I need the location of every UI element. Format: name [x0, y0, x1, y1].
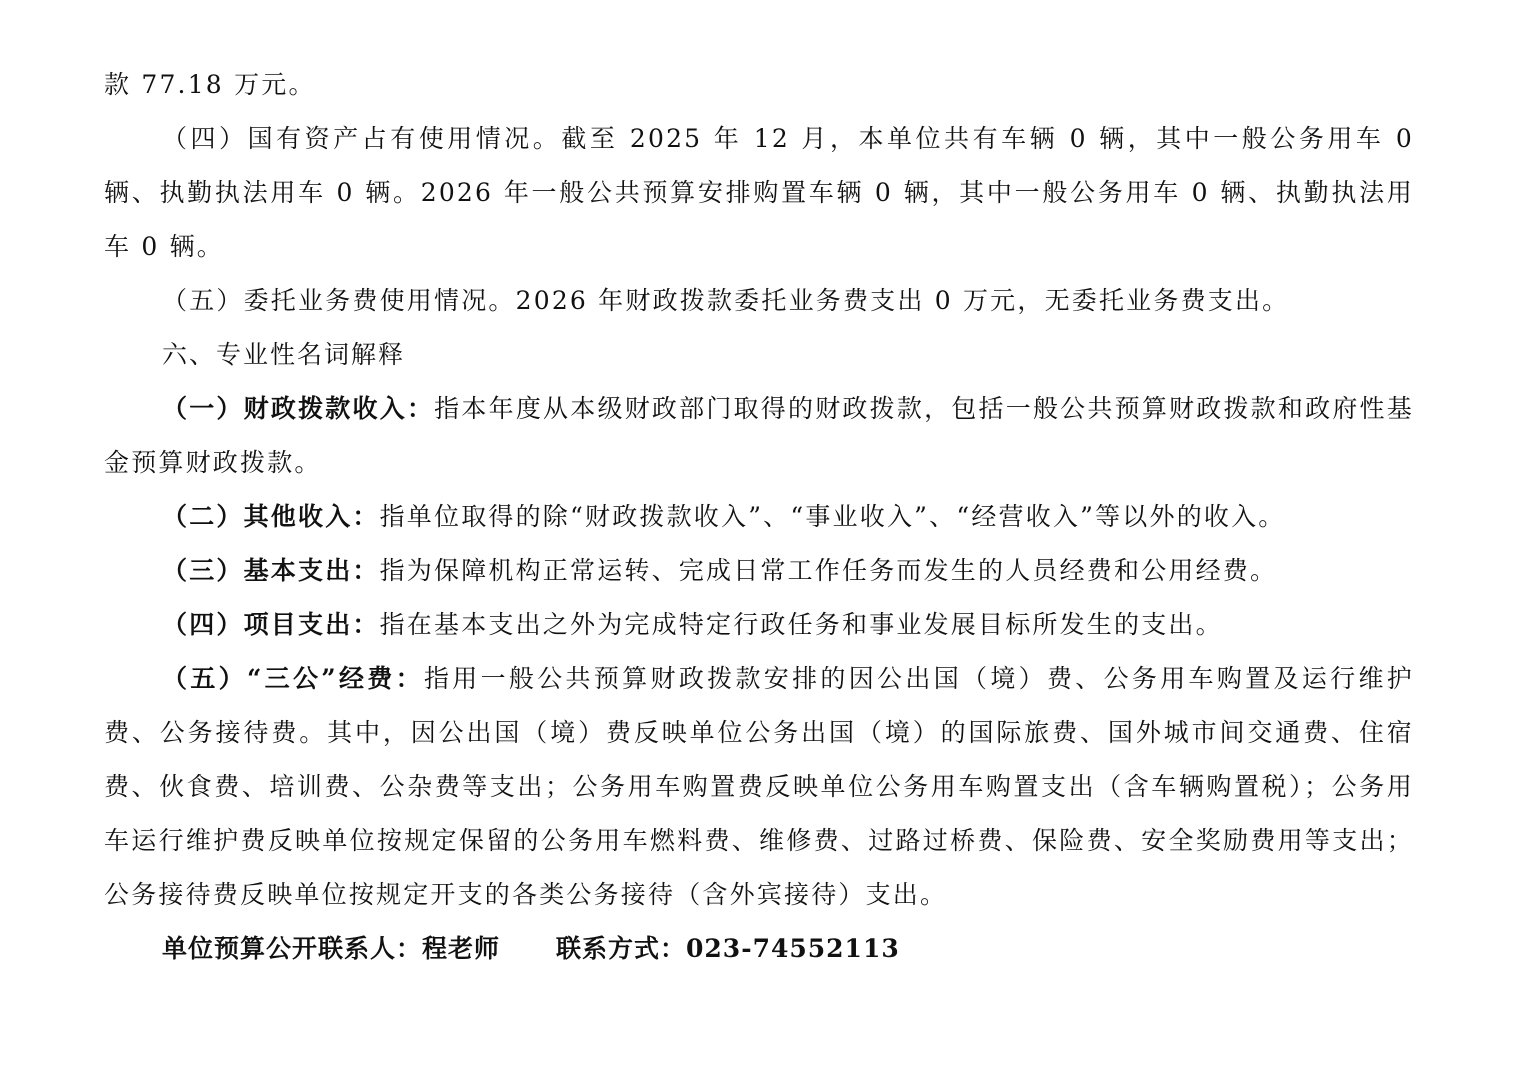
definition-text: 指单位取得的除“财政拨款收入”、“事业收入”、“经营收入”等以外的收入。 [379, 502, 1286, 531]
contact-phone: 联系方式：023-74552113 [556, 934, 900, 963]
contact-person: 单位预算公开联系人：程老师 [162, 934, 501, 963]
document-body [104, 58, 1414, 976]
definition-term: （五）“三公”经费： [162, 664, 424, 693]
definition-item [104, 598, 1414, 652]
definition-text: 指用一般公共预算财政拨款安排的因公出国（境）费、公务用车购置及运行维护费、公务接待费。其中，因公出国（境）费反映单位公务出国（境）的国际旅费、国外城市间交通费、住宿费、伙食费、培训费、公杂费等支出；公务用车购置费反映单位公务用车购置支出（含车辆购置税）；公务用车运行维护费反映单位按规定保留的公务用车燃料费、维修费、过路过桥费、保险费、安全奖励费用等支出；公务接待费反映单位按规定开支的各类公务接待（含外宾接待）支出。 [104, 664, 1414, 909]
paragraph-commissioned-fees: （五）委托业务费使用情况。2026 年财政拨款委托业务费支出 0 万元，无委托业务费支出。 [162, 286, 1290, 315]
definition-item [104, 382, 1414, 490]
contact-line [104, 922, 1414, 976]
definition-item [104, 652, 1414, 922]
paragraph-state-assets: （四）国有资产占有使用情况。截至 2025 年 12 月，本单位共有车辆 0 辆，其中一般公务用车 0 辆、执勤执法用车 0 辆。2026 年一般公共预算安排购置车辆 0 辆，其中一般公务用车 0 辆、执勤执法用车 0 辆。 [104, 124, 1414, 261]
definition-term: （二）其他收入： [162, 502, 380, 531]
definition-item [104, 490, 1414, 544]
definition-term: （一）财政拨款收入： [162, 394, 435, 423]
section-heading: 六、专业性名词解释 [162, 340, 406, 369]
definition-text: 指为保障机构正常运转、完成日常工作任务而发生的人员经费和公用经费。 [379, 556, 1278, 585]
definition-term: （四）项目支出： [162, 610, 380, 639]
definition-term: （三）基本支出： [162, 556, 380, 585]
definition-text: 指在基本支出之外为完成特定行政任务和事业发展目标所发生的支出。 [379, 610, 1223, 639]
paragraph-funding-tail: 款 77.18 万元。 [104, 70, 316, 99]
definition-text: 指本年度从本级财政部门取得的财政拨款，包括一般公共预算财政拨款和政府性基金预算财政拨款。 [104, 394, 1414, 477]
definition-item [104, 544, 1414, 598]
